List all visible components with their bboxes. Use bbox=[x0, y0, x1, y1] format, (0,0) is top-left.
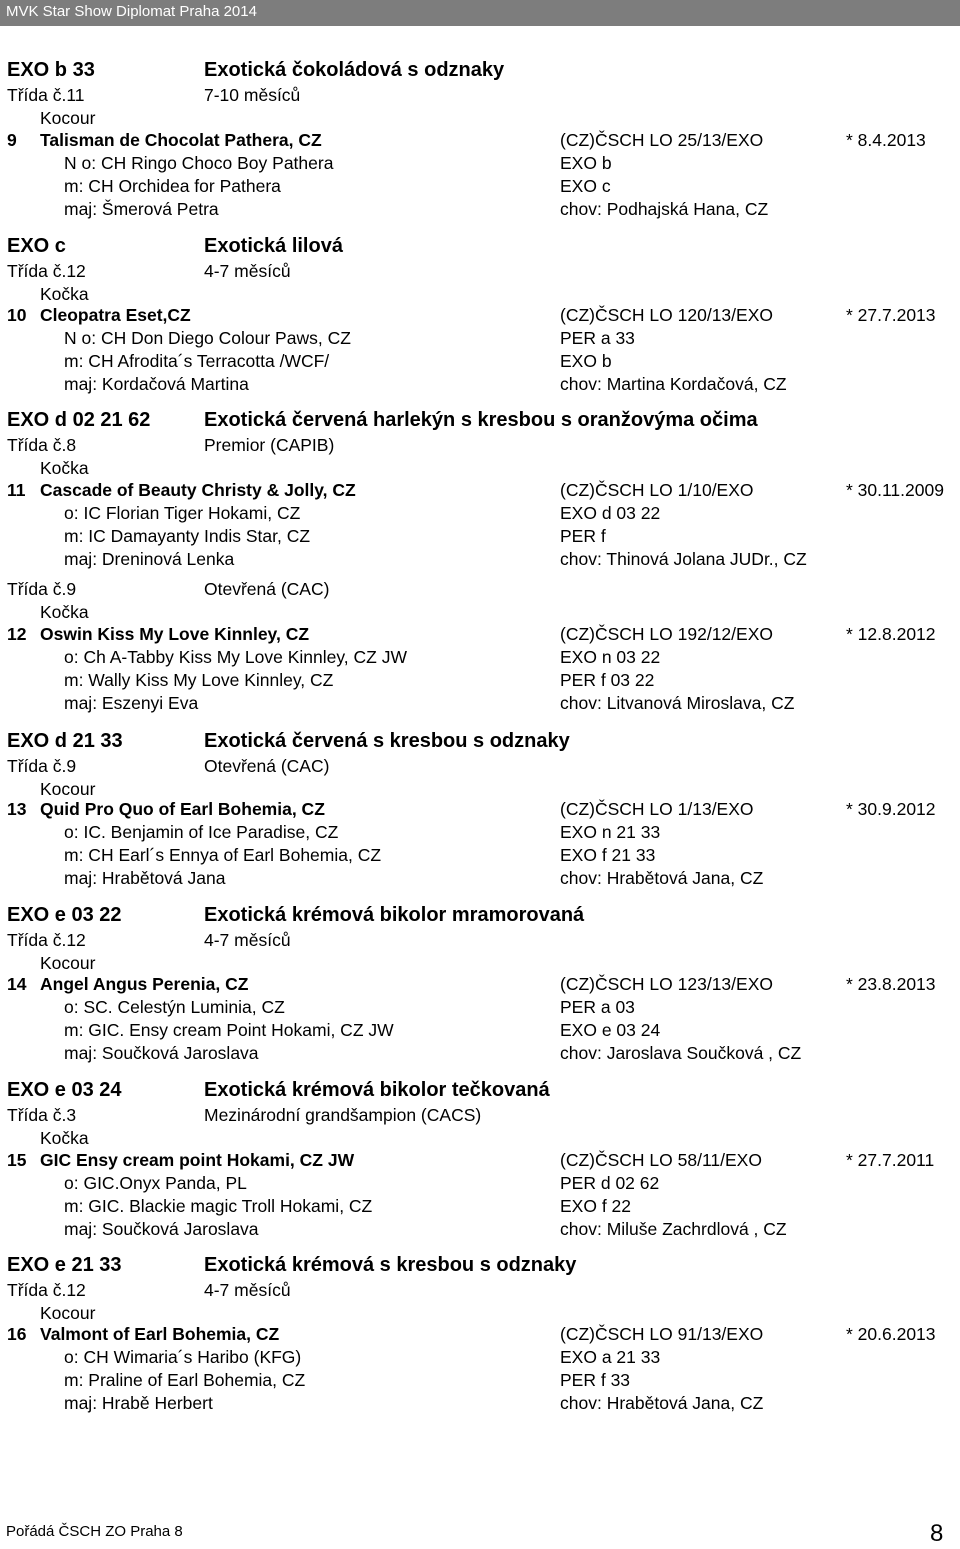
class-number: Třída č.3 bbox=[7, 1105, 77, 1125]
breed-color-name: Exotická lilová bbox=[204, 235, 343, 257]
page-number: 8 bbox=[930, 1520, 944, 1547]
father-color-code: PER a 33 bbox=[560, 328, 635, 348]
cat-name: Cleopatra Eset,CZ bbox=[40, 305, 191, 325]
birth-date: * 30.11.2009 bbox=[846, 480, 944, 500]
entry-number: 15 bbox=[7, 1150, 27, 1170]
father-name: o: GIC.Onyx Panda, PL bbox=[64, 1173, 247, 1193]
mother-color-code: EXO c bbox=[560, 176, 611, 196]
father-name: o: IC Florian Tiger Hokami, CZ bbox=[64, 503, 301, 523]
class-name: Otevřená (CAC) bbox=[204, 756, 330, 776]
mother-name: m: CH Orchidea for Pathera bbox=[64, 176, 281, 196]
entry-number: 10 bbox=[7, 305, 27, 325]
breed-color-code: EXO e 03 24 bbox=[7, 1079, 122, 1101]
mother-color-code: EXO f 22 bbox=[560, 1196, 632, 1216]
registration-number: (CZ)ČSCH LO 1/13/EXO bbox=[560, 799, 754, 819]
father-color-code: EXO b bbox=[560, 153, 612, 173]
entry-number: 12 bbox=[7, 624, 27, 644]
cat-name: Talisman de Chocolat Pathera, CZ bbox=[40, 130, 322, 150]
registration-number: (CZ)ČSCH LO 25/13/EXO bbox=[560, 130, 764, 150]
cat-name: Quid Pro Quo of Earl Bohemia, CZ bbox=[40, 799, 325, 819]
registration-number: (CZ)ČSCH LO 192/12/EXO bbox=[560, 624, 773, 644]
class-number: Třída č.12 bbox=[7, 261, 86, 281]
mother-name: m: IC Damayanty Indis Star, CZ bbox=[64, 526, 311, 546]
cat-name: GIC Ensy cream point Hokami, CZ JW bbox=[40, 1150, 355, 1170]
entry-number: 16 bbox=[7, 1324, 27, 1344]
registration-number: (CZ)ČSCH LO 123/13/EXO bbox=[560, 974, 773, 994]
class-number: Třída č.9 bbox=[7, 756, 77, 776]
breed-color-name: Exotická krémová bikolor mramorovaná bbox=[204, 904, 585, 926]
father-color-code: EXO n 21 33 bbox=[560, 822, 661, 842]
class-name: Premior (CAPIB) bbox=[204, 435, 335, 455]
owner-name: maj: Eszenyi Eva bbox=[64, 693, 199, 713]
mother-name: m: Wally Kiss My Love Kinnley, CZ bbox=[64, 670, 334, 690]
class-name: Mezinárodní grandšampion (CACS) bbox=[204, 1105, 482, 1125]
registration-number: (CZ)ČSCH LO 91/13/EXO bbox=[560, 1324, 764, 1344]
mother-name: m: Praline of Earl Bohemia, CZ bbox=[64, 1370, 306, 1390]
breed-color-name: Exotická červená harlekýn s kresbou s oranžovýma očima bbox=[204, 409, 758, 431]
mother-name: m: CH Afrodita´s Terracotta /WCF/ bbox=[64, 351, 330, 371]
breeder-name: chov: Jaroslava Součková , CZ bbox=[560, 1043, 802, 1063]
cat-name: Cascade of Beauty Christy & Jolly, CZ bbox=[40, 480, 356, 500]
sex-label: Kocour bbox=[40, 1303, 96, 1323]
mother-color-code: EXO f 21 33 bbox=[560, 845, 656, 865]
father-color-code: EXO d 03 22 bbox=[560, 503, 661, 523]
entry-number: 9 bbox=[7, 130, 17, 150]
breed-color-code: EXO b 33 bbox=[7, 59, 95, 81]
birth-date: * 12.8.2012 bbox=[846, 624, 936, 644]
birth-date: * 30.9.2012 bbox=[846, 799, 936, 819]
mother-name: m: CH Earl´s Ennya of Earl Bohemia, CZ bbox=[64, 845, 382, 865]
breed-color-name: Exotická červená s kresbou s odznaky bbox=[204, 730, 570, 752]
birth-date: * 27.7.2013 bbox=[846, 305, 936, 325]
breed-color-name: Exotická čokoládová s odznaky bbox=[204, 59, 505, 81]
breed-color-code: EXO d 02 21 62 bbox=[7, 409, 151, 431]
breeder-name: chov: Litvanová Miroslava, CZ bbox=[560, 693, 795, 713]
entry-number: 14 bbox=[7, 974, 27, 994]
cat-name: Angel Angus Perenia, CZ bbox=[40, 974, 249, 994]
mother-color-code: PER f bbox=[560, 526, 606, 546]
cat-name: Valmont of Earl Bohemia, CZ bbox=[40, 1324, 280, 1344]
mother-color-code: PER f 33 bbox=[560, 1370, 631, 1390]
father-color-code: PER a 03 bbox=[560, 997, 635, 1017]
father-color-code: EXO n 03 22 bbox=[560, 647, 661, 667]
breeder-name: chov: Podhajská Hana, CZ bbox=[560, 199, 769, 219]
registration-number: (CZ)ČSCH LO 58/11/EXO bbox=[560, 1150, 762, 1170]
breed-color-name: Exotická krémová s kresbou s odznaky bbox=[204, 1254, 577, 1276]
mother-name: m: GIC. Ensy cream Point Hokami, CZ JW bbox=[64, 1020, 394, 1040]
breeder-name: chov: Thinová Jolana JUDr., CZ bbox=[560, 549, 807, 569]
class-number: Třída č.12 bbox=[7, 930, 86, 950]
breed-color-name: Exotická krémová bikolor tečkovaná bbox=[204, 1079, 550, 1101]
birth-date: * 23.8.2013 bbox=[846, 974, 936, 994]
sex-label: Kocour bbox=[40, 779, 96, 799]
owner-name: maj: Dreninová Lenka bbox=[64, 549, 235, 569]
class-name: 4-7 měsíců bbox=[204, 261, 291, 281]
owner-name: maj: Kordačová Martina bbox=[64, 374, 249, 394]
sex-label: Kočka bbox=[40, 602, 89, 622]
breeder-name: chov: Hrabětová Jana, CZ bbox=[560, 868, 764, 888]
father-name: N o: CH Don Diego Colour Paws, CZ bbox=[64, 328, 351, 348]
class-name: 4-7 měsíců bbox=[204, 930, 291, 950]
birth-date: * 27.7.2011 bbox=[846, 1150, 935, 1170]
cat-name: Oswin Kiss My Love Kinnley, CZ bbox=[40, 624, 310, 644]
breed-color-code: EXO c bbox=[7, 235, 66, 257]
mother-color-code: EXO e 03 24 bbox=[560, 1020, 661, 1040]
breeder-name: chov: Martina Kordačová, CZ bbox=[560, 374, 787, 394]
father-color-code: EXO a 21 33 bbox=[560, 1347, 661, 1367]
class-name: 7-10 měsíců bbox=[204, 85, 301, 105]
mother-color-code: EXO b bbox=[560, 351, 612, 371]
owner-name: maj: Součková Jaroslava bbox=[64, 1219, 259, 1239]
breed-color-code: EXO d 21 33 bbox=[7, 730, 123, 752]
birth-date: * 8.4.2013 bbox=[846, 130, 926, 150]
breed-color-code: EXO e 21 33 bbox=[7, 1254, 122, 1276]
class-number: Třída č.12 bbox=[7, 1280, 86, 1300]
breed-color-code: EXO e 03 22 bbox=[7, 904, 122, 926]
father-name: o: IC. Benjamin of Ice Paradise, CZ bbox=[64, 822, 339, 842]
class-name: 4-7 měsíců bbox=[204, 1280, 291, 1300]
father-name: o: SC. Celestýn Luminia, CZ bbox=[64, 997, 285, 1017]
owner-name: maj: Hrabě Herbert bbox=[64, 1393, 213, 1413]
class-number: Třída č.8 bbox=[7, 435, 77, 455]
sex-label: Kočka bbox=[40, 284, 89, 304]
father-name: N o: CH Ringo Choco Boy Pathera bbox=[64, 153, 334, 173]
mother-color-code: PER f 03 22 bbox=[560, 670, 655, 690]
class-number: Třída č.9 bbox=[7, 579, 77, 599]
father-name: o: CH Wimaria´s Haribo (KFG) bbox=[64, 1347, 302, 1367]
entry-number: 13 bbox=[7, 799, 27, 819]
sex-label: Kocour bbox=[40, 108, 96, 128]
sex-label: Kocour bbox=[40, 953, 96, 973]
owner-name: maj: Součková Jaroslava bbox=[64, 1043, 259, 1063]
sex-label: Kočka bbox=[40, 458, 89, 478]
sex-label: Kočka bbox=[40, 1128, 89, 1148]
breeder-name: chov: Hrabětová Jana, CZ bbox=[560, 1393, 764, 1413]
class-name: Otevřená (CAC) bbox=[204, 579, 330, 599]
owner-name: maj: Hrabětová Jana bbox=[64, 868, 226, 888]
father-name: o: Ch A-Tabby Kiss My Love Kinnley, CZ JW bbox=[64, 647, 407, 667]
birth-date: * 20.6.2013 bbox=[846, 1324, 936, 1344]
owner-name: maj: Šmerová Petra bbox=[64, 199, 219, 219]
registration-number: (CZ)ČSCH LO 120/13/EXO bbox=[560, 305, 773, 325]
mother-name: m: GIC. Blackie magic Troll Hokami, CZ bbox=[64, 1196, 373, 1216]
registration-number: (CZ)ČSCH LO 1/10/EXO bbox=[560, 480, 754, 500]
header-title: MVK Star Show Diplomat Praha 2014 bbox=[6, 3, 257, 20]
class-number: Třída č.11 bbox=[7, 85, 85, 105]
father-color-code: PER d 02 62 bbox=[560, 1173, 660, 1193]
breeder-name: chov: Miluše Zachrdlová , CZ bbox=[560, 1219, 787, 1239]
entry-number: 11 bbox=[7, 480, 26, 500]
footer-organizer: Pořádá ČSCH ZO Praha 8 bbox=[6, 1523, 183, 1540]
